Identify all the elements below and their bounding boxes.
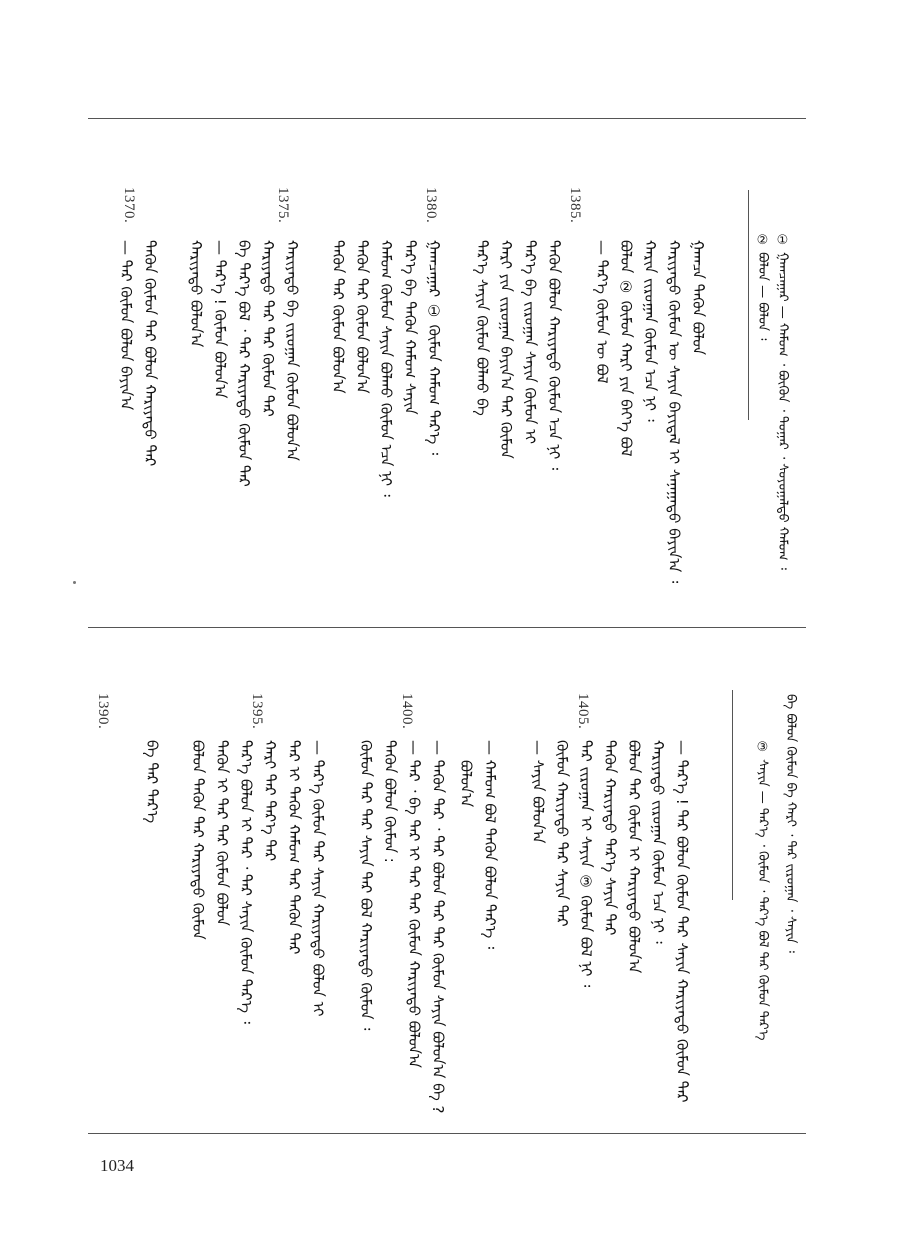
line-number: 1380. bbox=[423, 187, 439, 224]
text-line: ᠪᠡ ᠲᠡᠷ᠎ᠡ ᠪᠣᠯ ᠂ ᠲᠡᠷ ᠬᠠᠷᠢᠶᠠᠲᠤ ᠬᠦᠮᠦᠨ ᠲᠡᠷ bbox=[235, 240, 253, 487]
line-number: 1385. bbox=[567, 187, 583, 224]
line-number: 1405. bbox=[575, 693, 591, 730]
line-number: 1375. bbox=[275, 187, 291, 224]
text-line: ᠲᠡᠭᠦᠨ ᠪᠣᠯᠤᠨ ᠬᠦᠮᠦᠨ : bbox=[381, 740, 399, 863]
text-line: ᠲᠡᠷ᠎ᠡ ᠪᠣᠯᠤᠨ ᠢ ᠲᠡᠷ ᠂ ᠲᠡᠷ ᠰᠠᠶᠢᠨ ᠬᠦᠮᠦᠨ ᠲᠡᠷ᠎ᠡ ᠄ bbox=[237, 740, 255, 1024]
text-line: ᠬᠦᠮᠦᠨ ᠲᠡᠷ ᠲᠡᠷ ᠰᠠᠶᠢᠨ ᠲᠡᠷ ᠪᠣᠯ ᠬᠠᠷᠢᠶᠠᠲᠤ ᠬᠦᠮᠦᠨ ᠄ bbox=[357, 740, 375, 1031]
text-line: ᠲᠡᠭᠦᠨ ᠬᠠᠷᠢᠶᠠᠲᠤ ᠲᠡᠷ᠎ᠡ ᠰᠠᠶᠢᠨ ᠲᠡᠷ bbox=[601, 740, 619, 936]
bottom-rule bbox=[88, 1133, 806, 1134]
text-line: ᠲᠡᠷ᠎ᠡ ᠪᠡ ᠲᠡᠭᠦᠨ ᠬᠠᠮᠤᠭ ᠰᠠᠶᠢᠨ bbox=[401, 240, 419, 415]
text-line: — ᠲᠡᠭᠦᠨ ᠲᠡᠷ ᠂ ᠲᠡᠷ ᠪᠣᠯᠤᠨ ᠲᠡᠷ ᠲᠡᠷ ᠬᠦᠮᠦᠨ ᠰᠠᠶᠢᠨ ᠪᠣᠯᠤᠨ᠎ᠠ ᠪᠡ ? bbox=[429, 740, 447, 1114]
text-line: — ᠲᠡᠷ ᠂ ᠪᠡ ᠲᠡᠷ ᠢ ᠲᠡᠷ ᠲᠡᠷ ᠬᠦᠮᠦᠨ ᠬᠠᠷᠢᠶᠠᠲᠤ ᠪᠣᠯᠤᠨ᠎ᠠ bbox=[405, 740, 423, 1068]
text-line: — ᠲᠡᠷ᠎ᠡ ! ᠲᠡᠷ ᠪᠣᠯᠤᠨ ᠬᠦᠮᠦᠨ ᠲᠡᠷ ᠰᠠᠶᠢᠨ ᠬᠠᠷᠢᠶᠠᠲᠤ ᠬᠦᠮᠦᠨ ᠲᠡᠷ bbox=[673, 740, 691, 1103]
lower-footnote: ᠪᠡ ᠪᠣᠯᠤᠨ ᠬᠦᠮᠦᠨ ᠪᠡ ᠬᠠᠷᠢ ᠂ ᠲᠡᠷ ᠵᠢᠷᠤᠭᠠᠨ ᠂ ᠰᠠᠶᠢᠨ ᠄ bbox=[783, 694, 798, 953]
text-line: ᠬᠠᠷᠢᠶᠠᠲᠤ ᠪᠡ ᠵᠢᠷᠤᠭᠠᠨ ᠬᠦᠮᠦᠨ ᠪᠣᠯᠤᠨ᠎ᠠ bbox=[283, 240, 301, 461]
text-line: ᠲᠡᠭᠦᠨ ᠬᠦᠮᠦᠨ ᠲᠡᠷ ᠪᠣᠯᠤᠨ ᠬᠠᠷᠢᠶᠠᠲᠤ ᠲᠡᠷ bbox=[141, 240, 159, 467]
line-number: 1400. bbox=[399, 693, 415, 730]
top-rule bbox=[88, 118, 806, 119]
text-line: ᠲᠡᠭᠦᠨ ᠢ ᠲᠡᠷ ᠲᠡᠷ ᠬᠦᠮᠦᠨ ᠪᠣᠯᠤᠨ bbox=[213, 740, 231, 926]
text-line: — ᠲᠡᠷ᠎ᠡ ᠬᠦᠮᠦᠨ ᠦ ᠪᠣᠯ bbox=[593, 240, 611, 384]
text-line: — ᠲᠡᠷ᠎ᠡ ! ᠬᠦᠮᠦᠨ ᠪᠣᠯᠤᠨ᠎ᠠ bbox=[211, 240, 229, 399]
text-line: ᠬᠠᠷᠢᠶᠠᠲᠤ ᠬᠦᠮᠦᠨ ᠦ ᠰᠠᠶᠢᠨ ᠪᠠᠶᠢᠳᠠᠯ ᠢ ᠰᠠᠨᠠᠭᠠᠳᠤ ᠪᠠᠶᠢᠨ᠎ᠠ ᠄ bbox=[665, 240, 683, 584]
lower-footnote-rule bbox=[732, 690, 733, 900]
line-number: 1395. bbox=[249, 693, 265, 730]
line-number: 1390. bbox=[95, 693, 111, 730]
text-line: ᠲᠡᠭᠦᠨ ᠲᠡᠷ ᠬᠦᠮᠦᠨ ᠪᠣᠯᠤᠨ᠎ᠠ bbox=[329, 240, 347, 394]
text-line: ᠪᠣᠯᠤᠨ ᠲᠡᠷ ᠬᠦᠮᠦᠨ ᠢ ᠬᠠᠷᠢᠶᠠᠲᠤ ᠪᠣᠯᠤᠨ᠎ᠠ bbox=[625, 740, 643, 974]
text-line: ᠭᠠᠭᠴᠠᠭᠠᠷ ① ᠬᠦᠮᠦᠨ ᠬᠠᠮᠤᠭ ᠲᠡᠷ᠎ᠡ ᠄ bbox=[425, 240, 443, 456]
middle-rule bbox=[88, 627, 806, 628]
text-line: ᠲᠡᠭᠦᠨ ᠲᠡᠷ ᠬᠦᠮᠦᠨ ᠪᠣᠯᠤᠨ᠎ᠠ bbox=[353, 240, 371, 394]
text-line: ᠲᠡᠷ᠎ᠡ ᠪᠡ ᠵᠢᠷᠤᠭᠠᠨ ᠰᠠᠶᠢᠨ ᠬᠦᠮᠦᠨ ᠢ bbox=[521, 240, 539, 445]
text-line: ᠬᠠᠷᠢ ᠲᠡᠷ ᠲᠡᠷ᠎ᠡ ᠲᠡᠷ bbox=[261, 740, 279, 862]
upper-footnote: ② ᠪᠣᠯᠤᠨ — ᠪᠣᠯᠤᠨ ᠄ bbox=[755, 233, 770, 341]
text-line: ᠬᠠᠷᠢ ᠶᠢᠨ ᠵᠢᠷᠤᠭᠠᠨ ᠪᠠᠶᠢᠨ᠎ᠠ ᠲᠡᠷ ᠬᠦᠮᠦᠨ bbox=[497, 240, 515, 459]
text-line: — ᠲᠡᠷ ᠬᠦᠮᠦᠨ ᠪᠣᠯᠤᠨ ᠪᠠᠶᠢᠨ᠎ᠠ bbox=[117, 240, 135, 411]
text-line: ᠬᠠᠷᠢᠶᠠᠲᠤ ᠵᠢᠷᠤᠭᠠᠨ ᠬᠦᠮᠦᠨ ᠡᠴᠡ ᠨᠢ ᠄ bbox=[649, 740, 667, 944]
text-line: — ᠲᠡᠷ᠎ᠡ ᠬᠦᠮᠦᠨ ᠲᠡᠷ ᠰᠠᠶᠢᠨ ᠬᠠᠷᠢᠶᠠᠲᠤ ᠪᠣᠯᠤᠨ ᠢ bbox=[309, 740, 327, 1017]
text-line: ᠲᠡᠭᠦᠨ ᠪᠣᠯᠤᠨ ᠬᠠᠷᠢᠶᠠᠲᠤ ᠬᠦᠮᠦᠨ ᠡᠴᠡ ᠨᠢ ᠄ bbox=[545, 240, 563, 471]
text-line: — ᠰᠠᠶᠢᠨ ᠪᠣᠯᠤᠨ᠎ᠠ bbox=[529, 740, 547, 844]
line-number: 1370. bbox=[121, 187, 137, 224]
upper-footnote: ① ᠭᠠᠭᠴᠠᠭᠠᠷ — ᠬᠠᠮᠤᠭ ᠂ ᠪᠦᠬᠦᠨ ᠂ ᠳᠤᠭᠠᠷ ᠂ ᠰᠣᠶᠤᠭᠠᠯᠲᠤ ᠬᠠᠮᠤᠭ ᠄ bbox=[775, 233, 790, 570]
text-line: ᠬᠠᠷᠢᠶᠠᠲᠤ ᠲᠡᠷ ᠲᠡᠷ ᠬᠦᠮᠦᠨ ᠲᠡᠷ bbox=[259, 240, 277, 417]
text-line: ᠲᠡᠷ᠎ᠡ ᠰᠠᠶᠢᠨ ᠬᠦᠮᠦᠨ ᠪᠣᠯᠬᠤ ᠪᠡ bbox=[473, 240, 491, 416]
text-line: ᠪᠣᠯᠤᠨ᠎ᠠ bbox=[457, 760, 475, 808]
text-line: ᠬᠦᠮᠦᠨ ᠬᠠᠷᠢᠶᠠᠲᠤ ᠲᠡᠷ ᠰᠠᠶᠢᠨ ᠲᠡᠷ bbox=[553, 740, 571, 927]
speck bbox=[73, 581, 76, 584]
text-line: ᠪᠣᠯᠤᠨ ᠲᠡᠭᠦᠨ ᠲᠡᠷ ᠬᠠᠷᠢᠶᠠᠲᠤ ᠬᠦᠮᠦᠨ bbox=[189, 740, 207, 940]
text-line: ᠬᠠᠮᠤᠭ ᠬᠦᠮᠦᠨ ᠰᠠᠶᠢᠨ ᠪᠣᠯᠬᠤ ᠬᠦᠮᠦᠨ ᠡᠴᠡ ᠨᠢ ᠄ bbox=[377, 240, 395, 497]
upper-footnote-rule bbox=[748, 190, 749, 420]
text-line: ᠲᠡᠷ ᠵᠢᠷᠤᠭᠠᠨ ᠢ ᠰᠠᠶᠢᠨ ③ ᠬᠦᠮᠦᠨ ᠪᠣᠯ ᠨᠢ ᠄ bbox=[577, 740, 595, 988]
text-line: ᠬᠠᠷᠢᠨ ᠵᠢᠷᠤᠭᠠᠨ ᠬᠦᠮᠦᠨ ᠡᠴᠡ ᠨᠢ ᠄ bbox=[641, 240, 659, 422]
text-line: ᠪᠡ ᠲᠡᠷ ᠲᠡᠷ᠎ᠡ bbox=[143, 740, 161, 824]
text-line: ᠪᠣᠯᠤᠨ ② ᠬᠦᠮᠦᠨ ᠬᠠᠷᠢ ᠶᠢᠨ ᠪᠡᠶ᠎ᠡ ᠪᠣᠯ bbox=[617, 240, 635, 457]
text-line: ᠲᠡᠷ ᠢ ᠲᠡᠭᠦᠨ ᠬᠠᠮᠤᠭ ᠲᠡᠷ ᠲᠡᠭᠦᠨ ᠲᠡᠷ bbox=[285, 740, 303, 955]
text-line: — ᠬᠠᠮᠤᠭ ᠪᠣᠯ ᠲᠡᠭᠦᠨ ᠪᠣᠯᠤᠨ ᠲᠡᠷ᠎ᠡ ᠄ bbox=[481, 740, 499, 950]
lower-footnote: ③ ᠰᠠᠶᠢᠨ — ᠲᠡᠷ᠎ᠡ ᠂ ᠬᠦᠮᠦᠨ ᠂ ᠲᠡᠷ᠎ᠡ ᠪᠣᠯ ᠲᠡᠷ ᠬᠦᠮᠦᠨ ᠲᠡᠷ᠎ᠡ bbox=[755, 740, 770, 1041]
text-line: ᠭᠠᠭᠴᠠ ᠲᠡᠭᠦᠨ ᠪᠣᠯᠤᠨ bbox=[689, 240, 707, 356]
text-line: ᠬᠠᠷᠢᠶᠠᠲᠤ ᠪᠣᠯᠤᠨ᠎ᠠ bbox=[187, 240, 205, 348]
page-number: 1034 bbox=[100, 1156, 134, 1175]
